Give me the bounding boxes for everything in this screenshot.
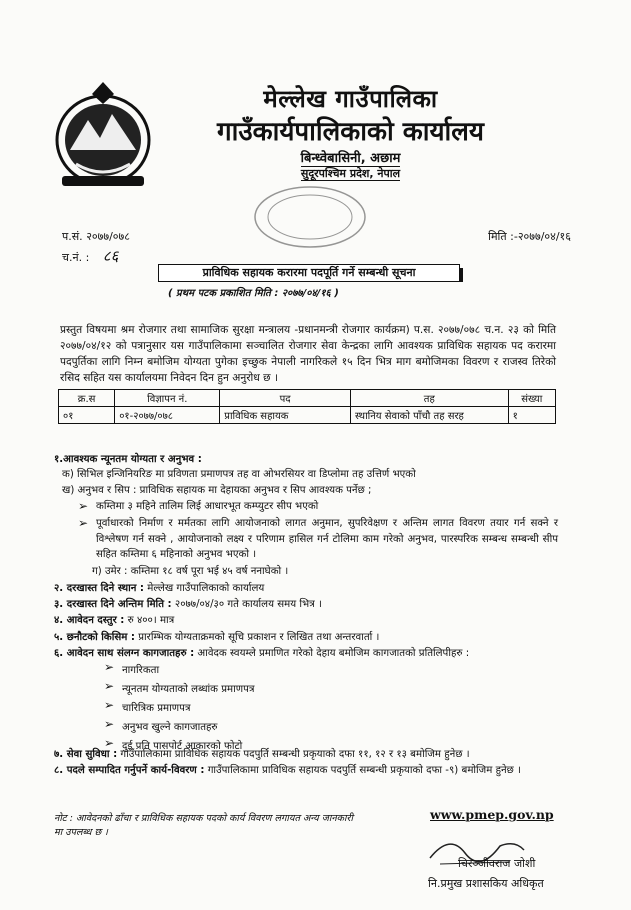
address-line1: बिन्ध्वेबासिनी, अछाम: [300, 151, 401, 166]
table-cell: ०१-२०७७/०७८: [115, 407, 220, 424]
item-job-description: ८. पदले सम्पादित गर्नुपर्ने कार्य-विवरण : गाउँपालिकामा प्राविधिक सहायक पदपुर्ति सम्बन्धी प्रकृयाको दफा -९) बमोजिम हुनेछ ।: [54, 765, 521, 776]
item-documents: ६. आवेदन साथ संलग्न कागजातहरु : आवेदक स्वयम्ले प्रमाणित गरेको देहाय बमोजिम कागजातको प्रतिलिपीहरु :: [54, 648, 470, 659]
table-header: क्र.स: [59, 390, 115, 407]
requirement-bullet: ➢ पूर्वाधारको निर्माण र मर्मतका लागि आयोजनाको लागत अनुमान, सुपरिवेक्षण र अन्तिम लागत विवरण तयार गर्न सक्ने र विश्लेषण गर्न सक्ने , आयोजनाको लक्ष्य र परिणाम हासिल गर्न टोलिमा काम गरेको अनुभव, पारस्परिक सम्बन्ध सम्बन्धी सीप सहित कम्तिमा ६ महिनाको अनुभव भएको ।: [78, 516, 558, 560]
office-title: गाउँकार्यपालिकाको कार्यालय: [217, 117, 484, 147]
website-link[interactable]: www.pmep.gov.np: [430, 807, 554, 822]
office-name: मेल्लेख गाउँपालिका: [263, 85, 438, 113]
requirements-heading: १.आवश्यक न्यूनतम योग्यता र अनुभव :: [54, 454, 202, 465]
footer-note: नोट : आवेदनको ढाँचा र प्राविधिक सहायक पदको कार्य विवरण लगायत अन्य जानकारी www.pmep.gov.np मा उपलब्ध छ ।: [54, 807, 554, 838]
cn-number: च.नं. : ८६: [62, 247, 119, 265]
letter-date: मिति :-२०७७/०४/१६: [488, 230, 571, 243]
signer-title: नि.प्रमुख प्रशासकिय अधिकृत: [428, 877, 544, 890]
table-header: संख्या: [508, 390, 555, 407]
item-application-place: २. दरखास्त दिने स्थान : मेल्लेख गाउँपालिकाको कार्यालय: [54, 583, 265, 594]
arrow-bullet-icon: ➢: [78, 516, 89, 530]
table-header: तह: [350, 390, 508, 407]
office-stamp-icon: [250, 184, 370, 250]
document-item: ➢ न्यूनतम योग्यताको लब्धांक प्रमाणपत्र: [104, 679, 255, 695]
table-row: [59, 407, 556, 424]
requirement-ka: क) सिभिल इन्जिनियरिङ मा प्रविणता प्रमाणपत्र तह वा ओभरसियर वा डिप्लोमा तह उत्तिर्ण भएको: [62, 469, 416, 480]
ps-number: प.सं. २०७७/०७८: [62, 230, 130, 243]
notice-title: प्राविधिक सहायक करारमा पदपूर्ति गर्ने सम्बन्धी सूचना: [158, 264, 460, 282]
table-cell: स्थानिय सेवाको पाँचौ तह सरह: [350, 407, 508, 424]
arrow-bullet-icon: ➢: [104, 717, 115, 731]
document-item: ➢ दुई प्रति पासपोर्ट आकारको फोटो: [104, 736, 243, 752]
item-facilities: ७. सेवा सुविधा : गाउँपालिकामा प्राविधिक सहायक पदपुर्ति सम्बन्धी प्रकृयाको दफा ११, १२ र १३ बमोजिम हुनेछ ।: [54, 749, 470, 760]
requirement-ga: ग) उमेर : कम्तिमा १८ वर्ष पूरा भई ४५ वर्ष ननाघेको ।: [92, 566, 289, 577]
arrow-bullet-icon: ➢: [104, 698, 115, 712]
table-cell: प्राविधिक सहायक: [220, 407, 351, 424]
arrow-bullet-icon: ➢: [104, 660, 115, 674]
document-item: ➢ नागरिकता: [104, 660, 160, 676]
requirement-bullet: ➢ कम्तिमा ३ महिने तालिम लिई आधारभूत कम्प्युटर सीप भएको: [78, 499, 319, 513]
table-cell: १: [508, 407, 555, 424]
arrow-bullet-icon: ➢: [104, 679, 115, 693]
address-line2: सुदूरपश्चिम प्रदेश, नेपाल: [300, 167, 401, 180]
arrow-bullet-icon: ➢: [78, 499, 89, 513]
table-header: पद: [220, 390, 351, 407]
item-last-date: ३. दरखास्त दिने अन्तिम मिति : २०७७/०४/३० गते कार्यालय समय भित्र ।: [54, 599, 322, 610]
document-item: ➢ चारित्रिक प्रमाणपत्र: [104, 698, 191, 714]
requirement-kha: ख) अनुभव र सिप : प्राविधिक सहायक मा देहायका अनुभव र सिप आवश्यक पर्नेछ ;: [62, 485, 372, 496]
notice-subtitle: ( प्रथम पटक प्रकाशित मिति : २०७७/०४/१६ ): [168, 288, 339, 299]
document-item: ➢ अनुभव खुल्ने कागजातहरु: [104, 717, 218, 733]
table-cell: ०१: [59, 407, 115, 424]
item-fee: ४. आवेदन दस्तुर : रु ४००। मात्र: [54, 615, 175, 626]
signer-name: चिरञ्जीवराज जोशी: [458, 857, 536, 870]
arrow-bullet-icon: ➢: [104, 736, 115, 750]
intro-paragraph: प्रस्तुत विषयमा श्रम रोजगार तथा सामाजिक सुरक्षा मन्त्रालय -प्रधानमन्त्री रोजगार कार्यक्रम) प.स. २०७७/०७८ च.न. २३ को मिति २०७७/०४/१२ को पत्रानुसार यस गाउँपालिकामा सञ्चालित रोजगार सेवा केन्द्रका लागि आवश्यक प्राविधिक सहायक पद करारमा पदपुर्तिका लागि निम्न बमोजिम योग्यता पुगेका इच्छुक नेपाली नागरिकले १५ दिन भित्र माग बमोजिमका विवरण र राजस्व तिरेको रसिद सहित यस कार्यालयमा निवेदन दिन हुन अनुरोध छ ।: [60, 324, 556, 384]
posts-table: [58, 389, 556, 424]
table-header-row: [59, 390, 556, 407]
table-header: विज्ञापन नं.: [115, 390, 220, 407]
item-selection-method: ५. छनौटको किसिम : प्रारम्भिक योग्यताक्रमको सूचि प्रकाशन र लिखित तथा अन्तरवार्ता ।: [54, 632, 380, 643]
